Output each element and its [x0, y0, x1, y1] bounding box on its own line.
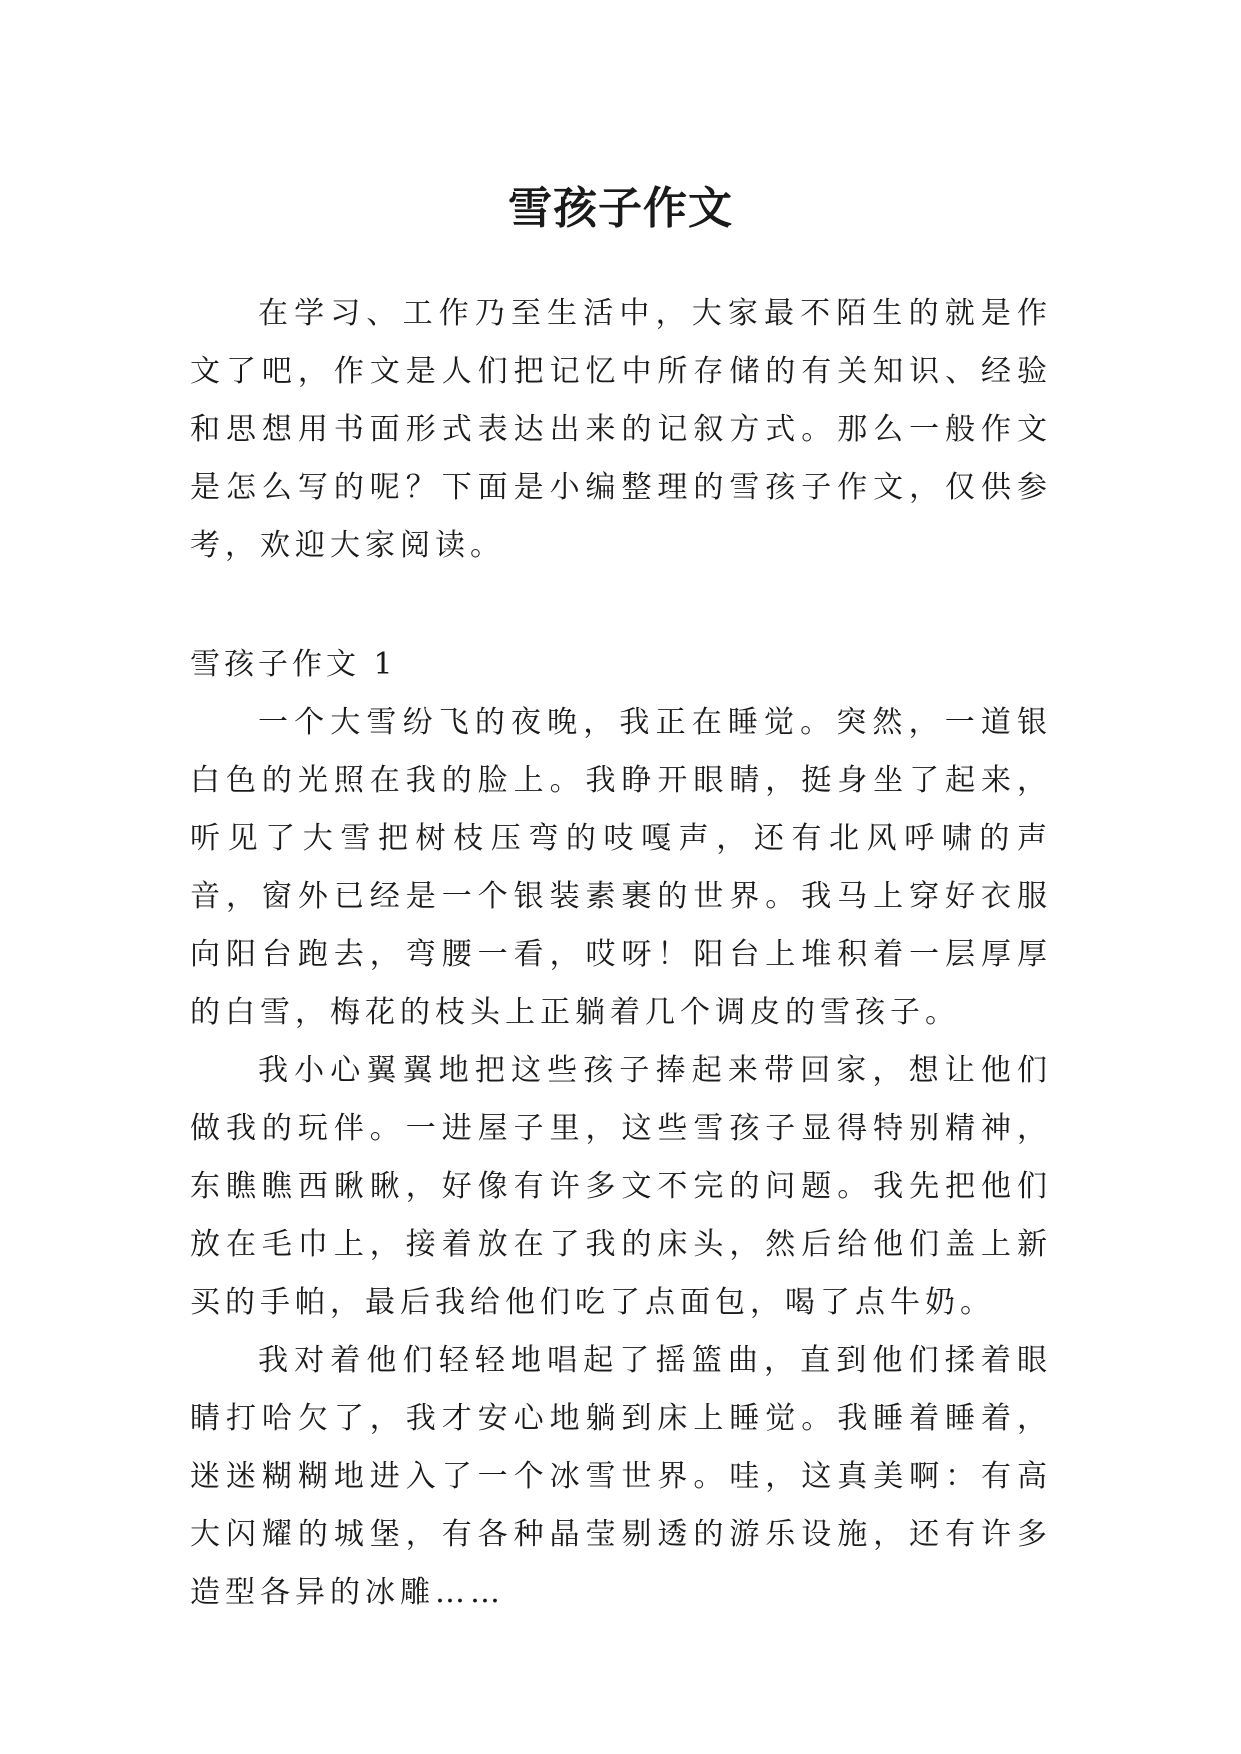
document-title: 雪孩子作文 — [508, 183, 733, 235]
body-paragraph: 我对着他们轻轻地唱起了摇篮曲，直到他们揉着眼睛打哈欠了，我才安心地躺到床上睡觉。我睡着睡着，迷迷糊糊地进入了一个冰雪世界。哇，这真美啊：有高大闪耀的城堡，有各种晶莹剔透的游乐设施，还有许多造型各异的冰雕…… — [190, 1343, 1052, 1610]
intro-paragraph: 在学习、工作乃至生活中，大家最不陌生的就是作文了吧，作文是人们把记忆中所存储的有关知识、经验和思想用书面形式表达出来的记叙方式。那么一般作文是怎么写的呢？下面是小编整理的雪孩子作文，仅供参考，欢迎大家阅读。 — [190, 296, 1052, 563]
intro-block — [190, 285, 1052, 575]
body-paragraph: 我小心翼翼地把这些孩子捧起来带回家，想让他们做我的玩伴。一进屋子里，这些雪孩子显得特别精神，东瞧瞧西瞅瞅，好像有许多文不完的问题。我先把他们放在毛巾上，接着放在了我的床头，然后给他们盖上新买的手帕，最后我给他们吃了点面包，喝了点牛奶。 — [190, 1053, 1052, 1320]
section-heading: 雪孩子作文 1 — [190, 647, 397, 682]
body-paragraph: 一个大雪纷飞的夜晚，我正在睡觉。突然，一道银白色的光照在我的脸上。我睁开眼睛，挺身坐了起来，听见了大雪把树枝压弯的吱嘎声，还有北风呼啸的声音，窗外已经是一个银装素裹的世界。我马上穿好衣服向阳台跑去，弯腰一看，哎呀！阳台上堆积着一层厚厚的白雪，梅花的枝头上正躺着几个调皮的雪孩子。 — [190, 705, 1052, 1030]
section-body — [190, 694, 1052, 1622]
